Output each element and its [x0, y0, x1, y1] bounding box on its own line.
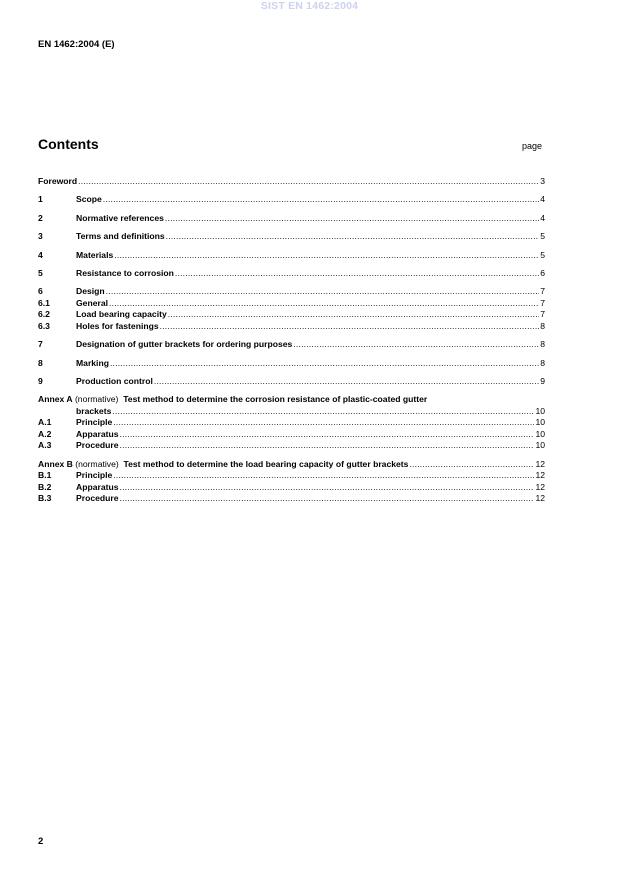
toc-entry-title: Scope [76, 194, 102, 205]
toc-annex-b-heading[interactable] [38, 459, 545, 471]
annex-title: Test method to determine the corrosion resistance of plastic-coated gutter [123, 394, 428, 405]
toc-entry-number: 6.1 [38, 297, 50, 308]
toc-entry-b2-apparatus[interactable] [38, 482, 545, 494]
toc-entry-holes-for-fastenings[interactable] [38, 321, 545, 333]
leader-dots [103, 194, 539, 206]
toc-entry-title: General [76, 297, 109, 308]
leader-dots [112, 406, 534, 418]
toc-annex-a-continuation[interactable] [38, 406, 545, 418]
toc-entry-title: Design [76, 286, 105, 297]
leader-dots [293, 339, 539, 351]
toc-entry-page: 12 [535, 493, 545, 504]
toc-entry-design[interactable] [38, 286, 545, 298]
toc-entry-number: 6.3 [38, 320, 50, 331]
toc-entry-scope[interactable] [38, 194, 545, 206]
leader-dots [165, 213, 539, 225]
page-title: Contents [38, 136, 99, 152]
leader-dots [120, 493, 535, 505]
toc-entry-number: 9 [38, 376, 43, 387]
toc-entry-number: 1 [38, 194, 43, 205]
toc-entry-foreword[interactable] [38, 176, 545, 188]
annex-title: Test method to determine the load bearing capacity of gutter brackets [123, 458, 409, 469]
document-id: EN 1462:2004 (E) [38, 39, 115, 50]
toc-entry-number: A.2 [38, 428, 52, 439]
toc-entry-page: 5 [540, 249, 545, 260]
toc-entry-title: Procedure [76, 440, 119, 451]
leader-dots [114, 250, 539, 262]
toc-entry-number: 8 [38, 357, 43, 368]
toc-entry-title: Holes for fastenings [76, 320, 159, 331]
table-of-contents [38, 176, 545, 505]
watermark-text: SIST EN 1462:2004 [260, 0, 359, 12]
toc-entry-page: 8 [540, 357, 545, 368]
toc-entry-page: 10 [535, 405, 545, 416]
toc-entry-page: 12 [535, 481, 545, 492]
toc-entry-terms-and-definitions[interactable] [38, 231, 545, 243]
toc-entry-title: Resistance to corrosion [76, 267, 174, 278]
leader-dots [78, 176, 539, 188]
toc-entry-page: 10 [535, 417, 545, 428]
toc-entry-number: 6 [38, 286, 43, 297]
toc-entry-number: B.1 [38, 470, 52, 481]
leader-dots [160, 321, 540, 333]
toc-entry-page: 7 [540, 297, 545, 308]
toc-entry-title: Designation of gutter brackets for ordering purposes [76, 339, 293, 350]
toc-entry-a2-apparatus[interactable] [38, 429, 545, 441]
toc-entry-page: 4 [540, 194, 545, 205]
toc-entry-page: 7 [540, 309, 545, 320]
toc-entry-production-control[interactable] [38, 376, 545, 388]
leader-dots [106, 286, 540, 298]
toc-entry-number: 3 [38, 231, 43, 242]
toc-entry-number: A.1 [38, 417, 52, 428]
toc-entry-designation[interactable] [38, 339, 545, 351]
leader-dots [175, 268, 539, 280]
toc-entry-title: Materials [76, 249, 114, 260]
leader-dots [168, 309, 539, 321]
toc-entry-number: 5 [38, 267, 43, 278]
toc-entry-b1-principle[interactable] [38, 470, 545, 482]
annex-label: Annex A [38, 394, 73, 405]
toc-entry-page: 7 [540, 286, 545, 297]
leader-dots [110, 358, 539, 370]
page-column-label: page [522, 141, 543, 151]
toc-entry-page: 9 [540, 376, 545, 387]
toc-entry-page: 10 [535, 428, 545, 439]
toc-entry-page: 5 [540, 231, 545, 242]
toc-entry-page: 12 [535, 458, 545, 469]
leader-dots [113, 417, 534, 429]
toc-entry-title: Terms and definitions [76, 231, 165, 242]
toc-entry-number: A.3 [38, 440, 52, 451]
toc-entry-marking[interactable] [38, 358, 545, 370]
toc-entry-title: Normative references [76, 212, 164, 223]
toc-entry-page: 6 [540, 267, 545, 278]
toc-entry-normative-references[interactable] [38, 213, 545, 225]
toc-entry-title: Apparatus [76, 428, 119, 439]
leader-dots [109, 298, 539, 310]
toc-entry-page: 12 [535, 470, 545, 481]
toc-entry-general[interactable] [38, 298, 545, 310]
toc-entry-load-bearing-capacity[interactable] [38, 309, 545, 321]
toc-entry-number: 4 [38, 249, 43, 260]
leader-dots [409, 459, 534, 471]
leader-dots [113, 470, 534, 482]
toc-entry-title: Marking [76, 357, 109, 368]
toc-annex-a-heading[interactable] [38, 394, 545, 406]
toc-entry-b3-procedure[interactable] [38, 493, 545, 505]
toc-entry-title: Production control [76, 376, 153, 387]
leader-dots [120, 440, 535, 452]
toc-entry-page: 8 [540, 339, 545, 350]
page-number: 2 [38, 836, 44, 847]
annex-title-continued: brackets [76, 405, 112, 416]
toc-entry-a1-principle[interactable] [38, 417, 545, 429]
annex-type: (normative) [75, 458, 119, 469]
leader-dots [154, 376, 539, 388]
annex-type: (normative) [74, 394, 119, 405]
toc-entry-number: 7 [38, 339, 43, 350]
toc-entry-materials[interactable] [38, 250, 545, 262]
toc-entry-title: Principle [76, 470, 113, 481]
leader-dots [120, 482, 535, 494]
toc-entry-title: Load bearing capacity [76, 309, 167, 320]
leader-dots [120, 429, 535, 441]
toc-entry-resistance-to-corrosion[interactable] [38, 268, 545, 280]
toc-entry-number: B.3 [38, 493, 52, 504]
toc-entry-title: Apparatus [76, 481, 119, 492]
toc-entry-a3-procedure[interactable] [38, 440, 545, 452]
annex-label: Annex B [38, 458, 73, 469]
toc-entry-page: 3 [540, 176, 545, 186]
toc-entry-title: Foreword [38, 176, 78, 186]
toc-entry-page: 10 [535, 440, 545, 451]
toc-entry-page: 8 [540, 320, 545, 331]
leader-dots [166, 231, 540, 243]
toc-entry-title: Principle [76, 417, 113, 428]
toc-entry-page: 4 [540, 212, 545, 223]
toc-entry-title: Procedure [76, 493, 119, 504]
toc-entry-number: 6.2 [38, 309, 50, 320]
toc-entry-number: B.2 [38, 481, 52, 492]
toc-entry-number: 2 [38, 212, 43, 223]
